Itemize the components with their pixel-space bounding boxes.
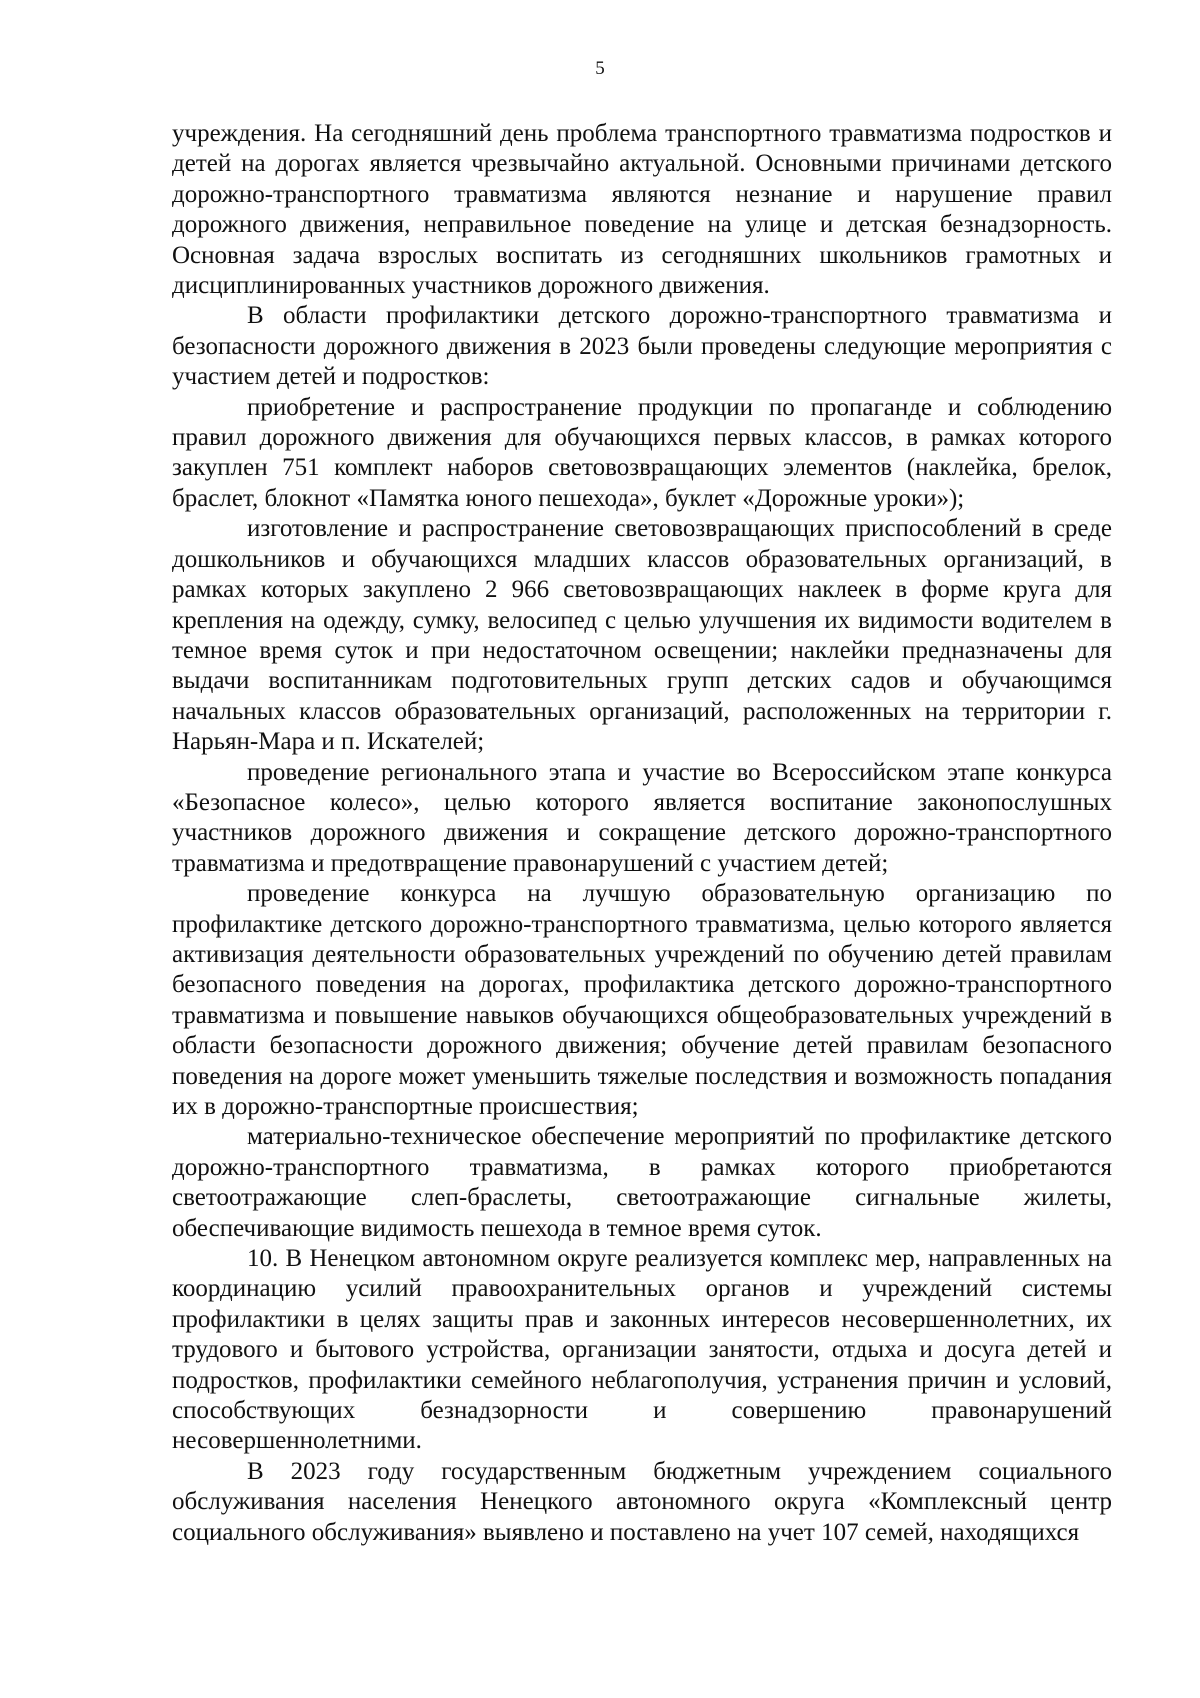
- paragraph-reflective-stickers: изготовление и распространение световозвращающих приспособлений в среде дошкольников и обучающихся младших классов образовательных организаций, в рамках которых закуплено 2 966 световозвращающих наклеек в форме круга для крепления на одежду, сумку, велосипед с целью улучшения их видимости водителем в темное время суток и при недостаточном освещении; наклейки предназначены для выдачи воспитанникам подготовительных групп детских садов и обучающимся начальных классов образовательных организаций, расположенных на территории г. Нарьян-Мара и п. Искателей;: [172, 515, 1112, 756]
- paragraph-reflective-kits: приобретение и распространение продукции по пропаганде и соблюдению правил дорожного движения для обучающихся первых классов, в рамках которого закуплен 751 комплект наборов световозвращающих элементов (наклейка, брелок, браслет, блокнот «Памятка юного пешехода», буклет «Дорожные уроки»);: [172, 393, 1112, 512]
- paragraph-prevention-intro: В области профилактики детского дорожно-транспортного травматизма и безопасности дорожного движения в 2023 были проведены следующие мероприятия с участием детей и подростков:: [172, 302, 1112, 391]
- paragraph-social-service-2023: В 2023 году государственным бюджетным учреждением социального обслуживания населения Ненецкого автономного округа «Комплексный центр социального обслуживания» выявлено и поставлено на учет 107 семей, находящихся: [172, 1457, 1112, 1546]
- document-body: [172, 119, 1112, 1548]
- paragraph-material-support: материально-техническое обеспечение мероприятий по профилактике детского дорожно-транспортного травматизма, в рамках которого приобретаются светоотражающие слеп-браслеты, светоотражающие сигнальные жилеты, обеспечивающие видимость пешехода в темное время суток.: [172, 1123, 1112, 1242]
- paragraph-best-school-contest: проведение конкурса на лучшую образовательную организацию по профилактике детского дорожно-транспортного травматизма, целью которого является активизация деятельности образовательных учреждений по обучению детей правилам безопасного поведения на дорогах, профилактика детского дорожно-транспортного травматизма и повышение навыков обучающихся общеобразовательных учреждений в области безопасности дорожного движения; обучение детей правилам безопасного поведения на дороге может уменьшить тяжелые последствия и возможность попадания их в дорожно-транспортные происшествия;: [172, 880, 1112, 1120]
- paragraph-safe-wheel-contest: проведение регионального этапа и участие во Всероссийском этапе конкурса «Безопасное колесо», целью которого является воспитание законопослушных участников дорожного движения и сокращение детского дорожно-транспортного травматизма и предотвращение правонарушений с участием детей;: [172, 758, 1112, 877]
- page-number: 5: [595, 58, 605, 79]
- paragraph-section-10: 10. В Ненецком автономном округе реализуется комплекс мер, направленных на координацию усилий правоохранительных органов и учреждений системы профилактики в целях защиты прав и законных интересов несовершеннолетних, их трудового и бытового устройства, организации занятости, отдыха и досуга детей и подростков, профилактики семейного неблагополучия, устранения причин и условий, способствующих безнадзорности и совершению правонарушений несовершеннолетними.: [172, 1245, 1112, 1455]
- paragraph-continuation: учреждения. На сегодняшний день проблема транспортного травматизма подростков и детей на дорогах является чрезвычайно актуальной. Основными причинами детского дорожно-транспортного травматизма являются незнание и нарушение правил дорожного движения, неправильное поведение на улице и детская безнадзорность. Основная задача взрослых воспитать из сегодняшних школьников грамотных и дисциплинированных участников дорожного движения.: [172, 120, 1112, 300]
